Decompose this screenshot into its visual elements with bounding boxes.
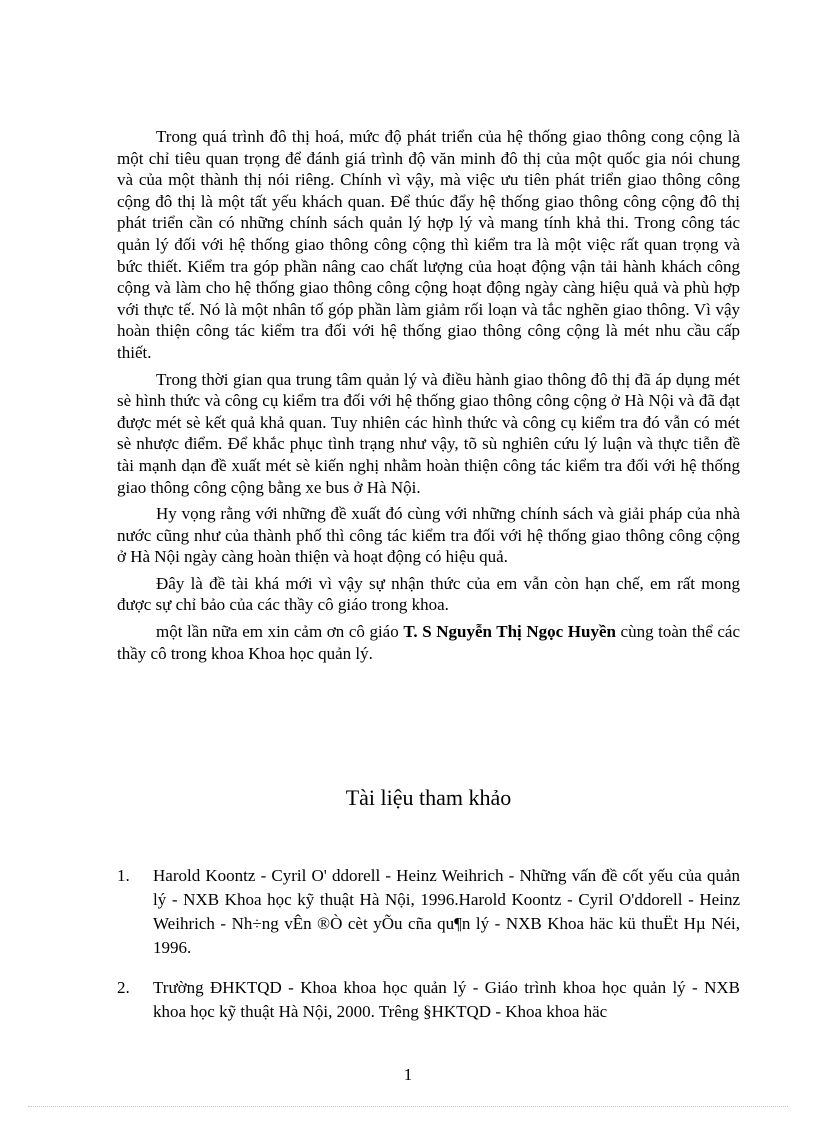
reference-item: [117, 976, 740, 1024]
reference-number: 2.: [117, 978, 130, 997]
reference-text: Harold Koontz - Cyril O' ddorell - Heinz Weihrich - Những vấn đề cốt yếu của quản lý - NXB Khoa học kỹ thuật Hà Nội, 1996.Harold Koontz - Cyril O'ddorell - Heinz Weihrich - Nh÷ng vÊn ®Ò cèt yÕu cña qu¶n lý - NXB Khoa häc kü thuËt Hµ Néi, 1996.: [153, 866, 740, 957]
page-number: 1: [403, 1065, 413, 1084]
references-list: [117, 864, 740, 1040]
thanks-text-after: cùng toàn thể các thầy cô trong khoa Khoa học quản lý.: [117, 622, 740, 663]
advisor-name: T. S Nguyễn Thị Ngọc Huyền: [403, 622, 616, 642]
reference-number: 1.: [117, 866, 130, 885]
reference-text: Trường ĐHKTQD - Khoa khoa học quản lý - Giáo trình khoa học quản lý - NXB khoa học kỹ thuật Hà Nội, 2000. Trêng §HKTQD - Khoa khoa häc: [153, 978, 740, 1021]
reference-item: [117, 864, 740, 960]
paragraph: Trong thời gian qua trung tâm quản lý và điều hành giao thông đô thị đã áp dụng mét sè hình thức và công cụ kiểm tra đối với hệ thống giao thông công cộng ở Hà Nội và đã đạt được mét sè kết quả khả quan. Tuy nhiên các hình thức và công cụ kiểm tra đó vẫn có mét sè nhược điểm. Để khắc phục tình trạng như vậy, tõ sù nghiên cứu lý luận và thực tiễn đề tài mạnh dạn đề xuất mét sè kiến nghị nhằm hoàn thiện công tác kiểm tra đối với hệ thống giao thông công cộng bằng xe bus ở Hà Nội.: [117, 369, 740, 497]
thanks-paragraph: [117, 621, 740, 664]
paragraph: Trong quá trình đô thị hoá, mức độ phát triển của hệ thống giao thông cong cộng là một chỉ tiêu quan trọng để đánh giá trình độ văn minh đô thị của một quốc gia nói chung và của một thành thị nói riêng. Chính vì vậy, mà việc ưu tiên phát triển giao thông công cộng đô thị là một tất yếu khách quan. Để thúc đẩy hệ thống giao thông công cộng đô thị phát triển cần có những chính sách quản lý hợp lý và mang tính khả thi. Trong công tác quản lý đối với hệ thống giao thông công cộng thì kiểm tra là một việc rất quan trọng và bức thiết. Kiểm tra góp phần nâng cao chất lượng của hoạt động vận tải hành khách công cộng và làm cho hệ thống giao thông công cộng hoạt động ngày càng hiệu quả và phù hợp với thực tế. Nó là một nhân tố góp phần làm giảm rối loạn và tắc nghẽn giao thông. Vì vậy hoàn thiện công tác kiểm tra đối với hệ thống giao thông công cộng là mét nhu cầu cấp thiết.: [117, 127, 740, 362]
body-text: [117, 126, 740, 669]
footer-divider: [28, 1106, 788, 1107]
paragraph: Đây là đề tài khá mới vì vậy sự nhận thức của em vẫn còn hạn chế, em rất mong được sự chỉ bảo của các thầy cô giáo trong khoa.: [117, 573, 740, 615]
thanks-text-before: một lần nữa em xin cảm ơn cô giáo: [156, 622, 404, 642]
references-heading: Tài liệu tham khảo: [345, 785, 512, 810]
paragraph: Hy vọng rằng với những đề xuất đó cùng với những chính sách và giải pháp của nhà nước cũng như của thành phố thì công tác kiểm tra đối với hệ thống giao thông công cộng ở Hà Nội ngày càng hoàn thiện và hoạt động có hiệu quả.: [117, 504, 740, 567]
